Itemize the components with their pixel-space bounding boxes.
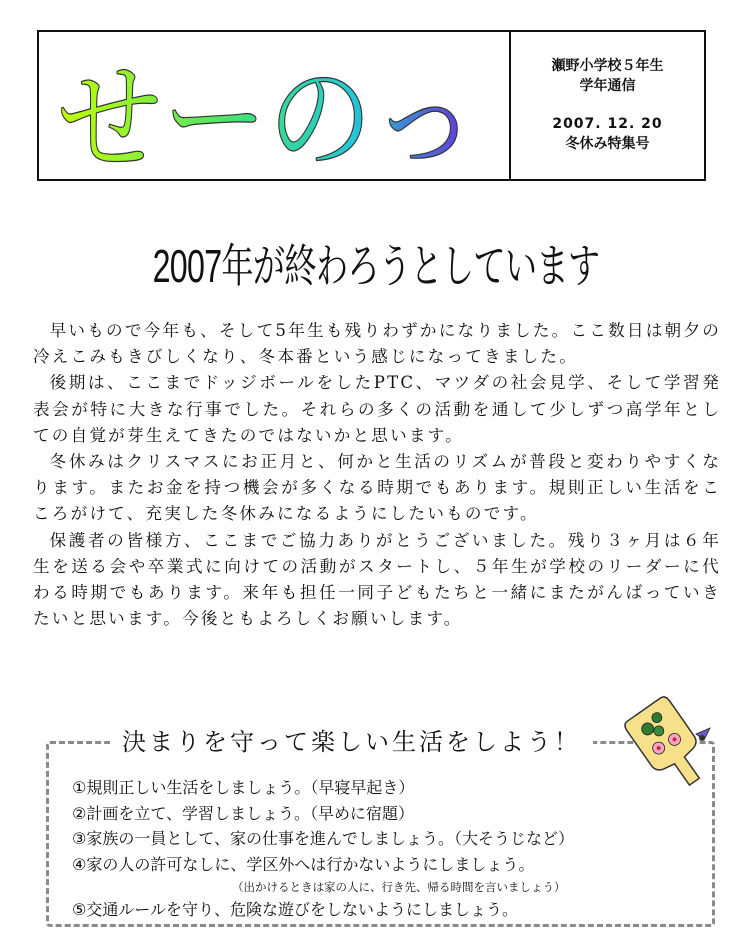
paragraph: 後期は、ここまでドッジボールをしたPTC、マツダの社会見学、そして学習発表会が特に大きな行事でした。それらの多くの活動を通して少しずつ高学年としての自覚が芽生えてきたのではないかと思います。 xyxy=(33,373,721,445)
school-name: 瀬野小学校５年生 xyxy=(551,58,664,74)
hagoita-paddle-icon xyxy=(618,694,718,794)
paragraph: 早いもので今年も、そして5年生も残りわずかになりました。ここ数日は朝夕の冷えこみもきびしくなり、冬本番という感じになってきました。 xyxy=(33,321,721,367)
logo-text: せーのっ xyxy=(57,50,477,179)
rule-item: ③家族の一員として、家の仕事を進んでしましょう。（大そうじなど） xyxy=(72,829,575,848)
rule-item: ④家の人の許可なしに、学区外へは行かないようにしましょう。 xyxy=(72,854,535,874)
rule-note: （出かけるときは家の人に、行き先、帰る時間を言いましょう） xyxy=(232,880,566,894)
paragraph: 冬休みはクリスマスにお正月と、何かと生活のリズムが普段と変わりやすくなります。またお金を持つ機会が多くなる時期でもあります。規則正しい生活をこころがけて、充実した冬休みになるようにしたいものです。 xyxy=(33,452,721,524)
issue-info xyxy=(511,32,704,179)
logo-area xyxy=(39,32,511,179)
newsletter-header xyxy=(37,30,706,181)
issue-title: 冬休み特集号 xyxy=(565,136,650,152)
rule-item: ⑤交通ルールを守り、危険な遊びをしないようにしましょう。 xyxy=(72,900,519,919)
rules-title: 決まりを守って楽しい生活をしよう！ xyxy=(110,722,593,757)
paragraph: 保護者の皆様方、ここまでご協力ありがとうございました。残り３ヶ月は６年生を送る会や卒業式に向けての活動がスタートし、５年生が学校のリーダーに代わる時期でもあります。来年も担任一同子どもたちと一緒にまたがんばっていきたいと思います。今後ともよろしくお願いします。 xyxy=(33,530,721,629)
rule-item: ②計画を立て、学習しましょう。（早めに宿題） xyxy=(72,803,415,823)
article-body xyxy=(33,318,721,632)
rules-list xyxy=(72,775,672,923)
newsletter-type: 学年通信 xyxy=(579,78,636,94)
issue-date: 2007. 12. 20 xyxy=(552,116,663,132)
logo-wordart xyxy=(39,32,509,179)
rule-item: ①規則正しい生活をしましょう。（早寝早起き） xyxy=(72,778,415,797)
headline: 2007年が終わろうとしています xyxy=(152,240,600,292)
